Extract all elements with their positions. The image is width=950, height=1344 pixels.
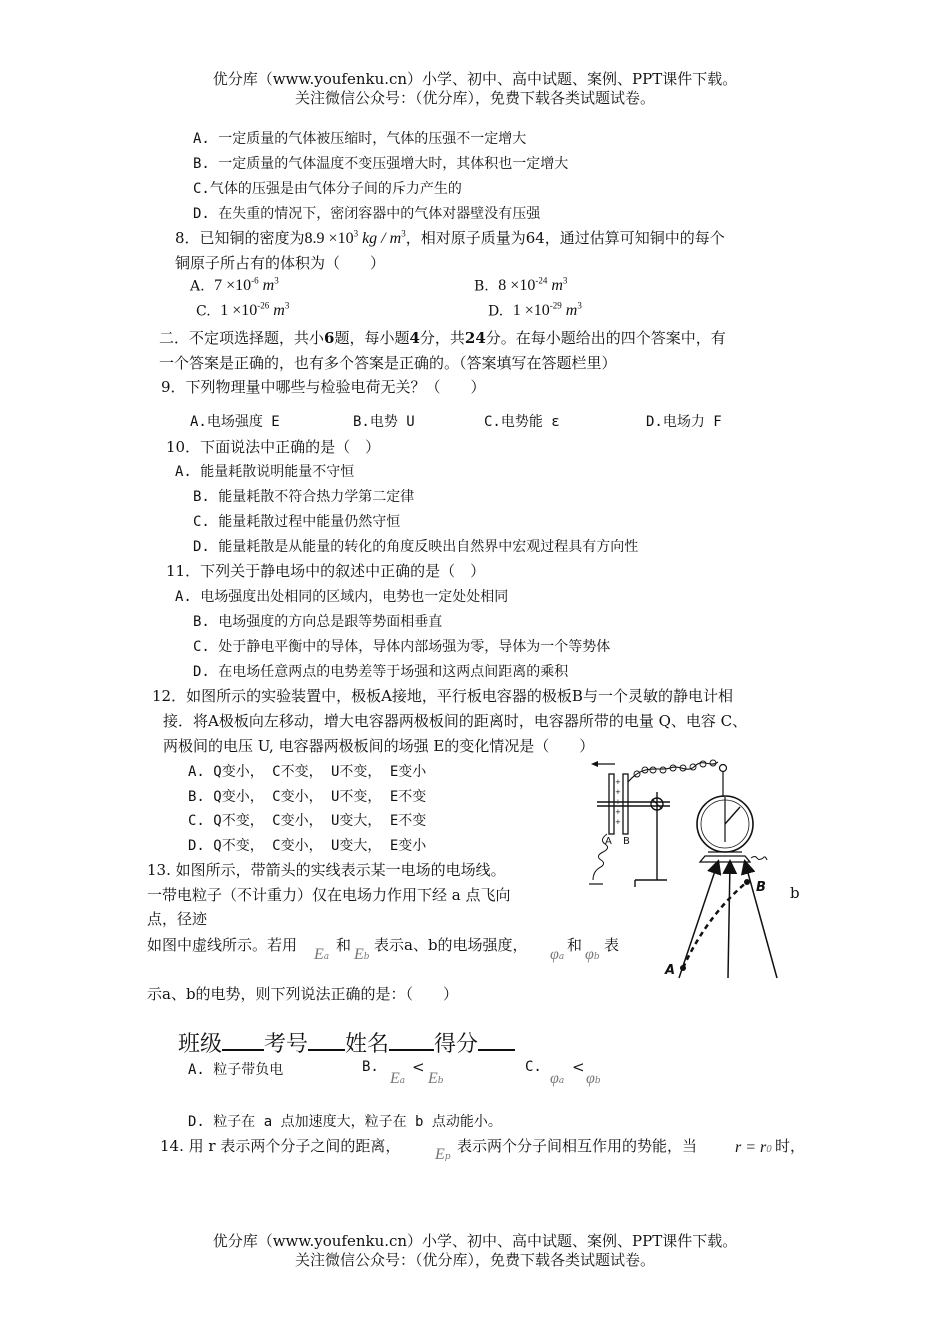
q13-option-c-phi-a: φa (550, 1070, 565, 1087)
q13-stem-line-3: 点，径迹 (147, 910, 208, 928)
q8-option-b: B. $8 \times 10^{-24}$ $m^3$ (474, 276, 568, 295)
exam-number-blank[interactable] (308, 1031, 345, 1051)
q14-ep-symbol: Ep (435, 1146, 451, 1163)
q14-stem-c: 时， (775, 1137, 806, 1155)
section-2-heading-line-2: 一个答案是正确的，也有多个答案是正确的。（答案填写在答题栏里） (159, 354, 617, 372)
q8-option-d: D. $1 \times 10^{-29}$ $m^3$ (488, 301, 582, 320)
score-blank[interactable] (478, 1031, 515, 1051)
q10-option-b: B. 能量耗散不符合热力学第二定律 (193, 489, 415, 505)
svg-text:+: + (615, 818, 621, 826)
q13-field-figure (655, 850, 785, 980)
q13-stem-line-4-b: 和 (336, 936, 352, 954)
q13-stem-line-2-tail: b (790, 884, 800, 902)
q12-stem-line-2: 接．将A极板向左移动，增大电容器两极板间的距离时，电容器所带的电量 Q、电容 C、 (163, 712, 748, 730)
q13-stem-line-4-d: 和 (567, 936, 583, 954)
q11-option-a: A. 电场强度出处相同的区域内，电势也一定处处相同 (175, 589, 509, 605)
q12-stem-line-3: 两极间的电压 U, 电容器两极板间的场强 E的变化情况是（ ） (163, 737, 595, 755)
q13-option-c-label: C. (525, 1059, 542, 1075)
q8-option-a: A. $7 \times 10^{-6}$ $m^3$ (190, 276, 279, 295)
q10-option-a: A. 能量耗散说明能量不守恒 (175, 464, 355, 480)
q13-stem-line-2: 一带电粒子（不计重力）仅在电场力作用下经 a 点飞向 (147, 886, 511, 904)
q13-eb-symbol: Eb (354, 946, 370, 963)
point-a-label: A (665, 963, 676, 978)
q13-option-b-less-than: < (412, 1058, 425, 1076)
svg-text:+: + (615, 778, 621, 786)
q13-ea-symbol: Ea (314, 946, 330, 963)
footer-line-2: 关注微信公众号：（优分库），免费下载各类试题试卷。 (294, 1251, 655, 1269)
svg-text:+: + (615, 808, 621, 816)
q13-stem-line-4-c: 表示a、b的电场强度， (374, 936, 528, 954)
header-line-2: 关注微信公众号：（优分库），免费下载各类试题试卷。 (294, 89, 655, 107)
q7-option-b: B. 一定质量的气体温度不变压强增大时，其体积也一定增大 (193, 156, 569, 172)
q14-stem-b: 表示两个分子间相互作用的势能，当 (457, 1137, 698, 1155)
q13-option-c-phi-b: φb (586, 1070, 601, 1087)
q9-option-c: C.电势能 ε (484, 414, 560, 430)
q8-stem-line-2: 铜原子所占有的体积为（ ） (175, 254, 386, 272)
q10-option-d: D. 能量耗散是从能量的转化的角度反映出自然界中宏观过程具有方向性 (193, 539, 639, 555)
class-info-row (178, 1027, 515, 1058)
q13-option-b-ea: Ea (390, 1070, 406, 1087)
footer-line-1: 优分库（www.youfenku.cn）小学、初中、高中试题、案例、PPT课件下载。 (212, 1232, 738, 1250)
q12-option-d: D. Q不变， C变小， U变大， E变小 (188, 838, 427, 854)
q8-option-c: C. $1 \times 10^{-26}$ $m^3$ (196, 301, 290, 320)
plate-a-label: A (605, 836, 612, 847)
q10-stem: 10．下面说法中正确的是（ ） (166, 438, 381, 456)
section-2-heading: 二．不定项选择题，共小6题，每小题4分，共24分。在每小题给出的四个答案中，有 (159, 329, 726, 347)
point-b-label: B (756, 880, 766, 895)
q13-option-c-less-than: < (572, 1058, 585, 1076)
q10-option-c: C. 能量耗散过程中能量仍然守恒 (193, 514, 401, 530)
q13-option-a: A. 粒子带负电 (188, 1062, 284, 1078)
q13-phi-a-symbol: φa (550, 946, 565, 963)
q13-stem-line-5: 示a、b的电势，则下列说法正确的是：（ ） (147, 985, 459, 1003)
q9-option-a: A.电场强度 E (190, 414, 280, 430)
q14-stem-a: 14. 用 r 表示两个分子之间的距离， (160, 1137, 401, 1155)
q8-stem: 8．已知铜的密度为$8.9 \times 10^3$ kg / $m^3$，相对原子质量为64，通过估算可知铜中的每个 (175, 228, 725, 247)
q13-stem-line-1: 13. 如图所示，带箭头的实线表示某一电场的电场线。 (147, 861, 506, 879)
q11-option-d: D. 在电场任意两点的电势差等于场强和这两点间距离的乘积 (193, 664, 569, 680)
q13-option-b-eb: Eb (428, 1070, 444, 1087)
name-blank[interactable] (389, 1031, 434, 1051)
q7-option-a: A. 一定质量的气体被压缩时，气体的压强不一定增大 (193, 131, 527, 147)
q9-option-b: B.电势 U (353, 414, 415, 430)
svg-text:+: + (615, 788, 621, 796)
q11-option-c: C. 处于静电平衡中的导体，导体内部场强为零，导体为一个等势体 (193, 639, 611, 655)
header-line-1: 优分库（www.youfenku.cn）小学、初中、高中试题、案例、PPT课件下载。 (212, 70, 738, 88)
q12-option-b: B. Q变小， C变小， U不变， E不变 (188, 789, 427, 805)
q12-option-c: C. Q不变， C变小， U变大， E不变 (188, 813, 427, 829)
exam-number-label: 考号 (264, 1032, 309, 1057)
svg-text:+: + (615, 798, 621, 806)
q13-option-d: D. 粒子在 a 点加速度大，粒子在 b 点动能小。 (188, 1114, 502, 1130)
q12-stem-line-1: 12．如图所示的实验装置中，极板A接地，平行板电容器的极板B与一个灵敏的静电计相 (152, 687, 733, 705)
q13-stem-line-4-a: 如图中虚线所示。若用 (147, 936, 298, 954)
q7-option-c: C.气体的压强是由气体分子间的斥力产生的 (193, 181, 462, 197)
q13-phi-b-symbol: φb (585, 946, 600, 963)
q7-option-d: D. 在失重的情况下，密闭容器中的气体对器壁没有压强 (193, 206, 541, 222)
plate-b-label: B (623, 836, 630, 847)
q13-option-b-label: B. (362, 1059, 379, 1075)
q14-r-equals-r0: r = r0 (735, 1139, 772, 1156)
q11-stem: 11．下列关于静电场中的叙述中正确的是（ ） (166, 562, 486, 580)
q11-option-b: B. 电场强度的方向总是跟等势面相垂直 (193, 614, 443, 630)
q9-stem: 9．下列物理量中哪些与检验电荷无关？（ ） (161, 378, 486, 396)
score-label: 得分 (434, 1032, 479, 1057)
q9-option-d: D.电场力 F (646, 414, 722, 430)
class-label: 班级 (178, 1032, 223, 1057)
name-label: 姓名 (345, 1032, 390, 1057)
class-blank[interactable] (222, 1031, 264, 1051)
q13-stem-line-4-e: 表 (604, 936, 620, 954)
q12-option-a: A. Q变小， C不变， U不变， E变小 (188, 764, 427, 780)
